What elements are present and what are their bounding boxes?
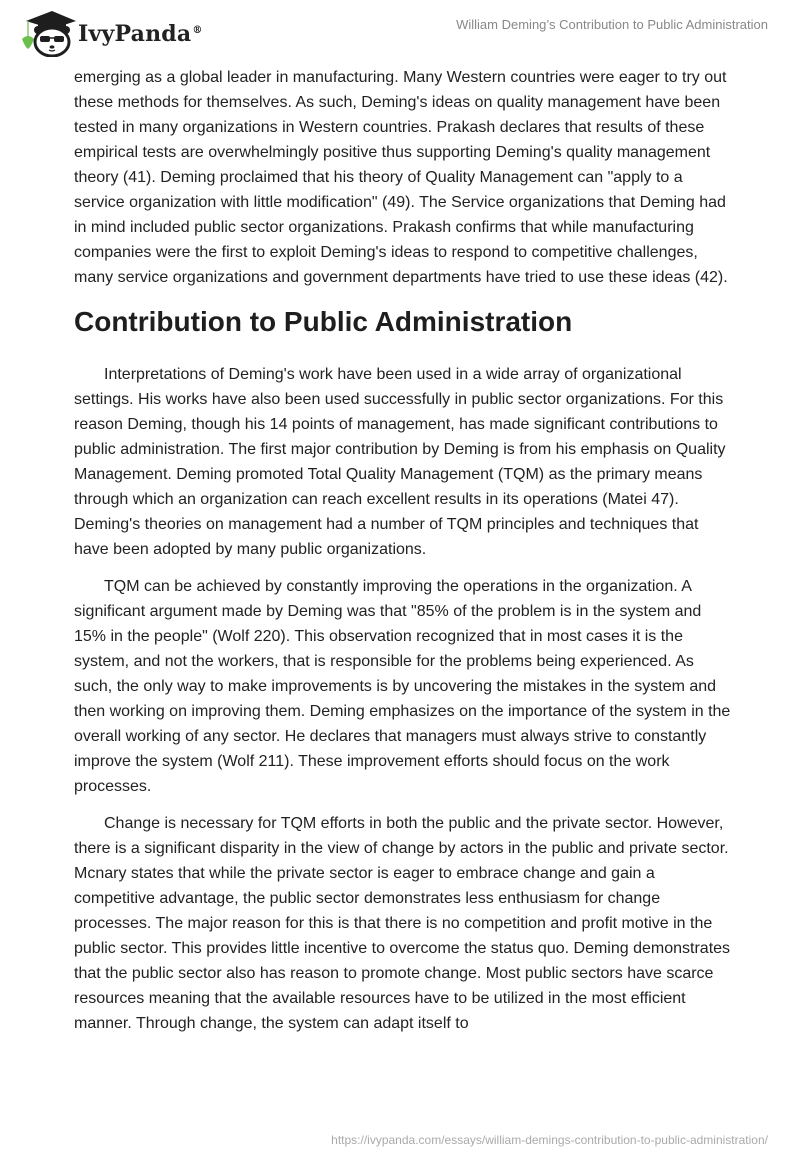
article-paragraph: TQM can be achieved by constantly improving the operations in the organization. A significant argument made by Deming was that "85% of the problem is in the system and 15% in the people" (Wolf 220). This observation recognized that in most cases it is the system, and not the workers, that is responsible for the problems being experienced. As such, the only way to make improvements is by uncovering the mistakes in the system and then working on improving them. Deming emphasizes on the importance of the system in the overall working of any sector. He declares that managers must always strive to constantly improve the system (Wolf 211). These improvement efforts should focus on the work processes. [74,578,731,795]
article-body [74,65,734,1048]
article-paragraph: Change is necessary for TQM efforts in both the public and the private sector. However, there is a significant disparity in the view of change by actors in the public and private sector. Mcnary states that while the private sector is eager to embrace change and gain a competitive advantage, the public sector demonstrates less enthusiasm for change processes. The major reason for this is that there is no competition and profit motive in the public sector. This provides little incentive to overcome the status quo. Deming demonstrates that the public sector also has reason to promote change. Most public sectors have scarce resources meaning that the available resources have to be utilized in the most efficient manner. Through change, the system can adapt itself to [74,815,731,1032]
logo-wordmark: IvyPanda® [78,21,203,47]
panda-graduation-cap-icon [18,9,76,57]
section-heading: Contribution to Public Administration [74,306,573,337]
ivypanda-logo[interactable] [18,9,203,57]
document-title: William Deming’s Contribution to Public Administration [456,17,768,32]
article-paragraph: Interpretations of Deming's work have been used in a wide array of organizational settings. His works have also been used successfully in public sector organizations. For this reason Deming, though his 14 points of management, has made significant contributions to public administration. The first major contribution by Deming is from his emphasis on Quality Management. Deming promoted Total Quality Management (TQM) as the primary means through which an organization can reach excellent results in its operations (Matei 47). Deming's theories on management had a number of TQM principles and techniques that have been adopted by many public organizations. [74,366,726,558]
article-paragraph: emerging as a global leader in manufacturing. Many Western countries were eager to try out these methods for themselves. As such, Deming's ideas on quality management have been tested in many organizations in Western countries. Prakash declares that results of these empirical tests are overwhelmingly positive thus supporting Deming's quality management theory (41). Deming proclaimed that his theory of Quality Management can "apply to a service organization with little modification" (49). The Service organizations that Deming had in mind included public sector organizations. Prakash confirms that while manufacturing companies were the first to exploit Deming's ideas to respond to competitive challenges, many service organizations and government departments have tried to use these ideas (42). [74,69,728,286]
source-url[interactable]: https://ivypanda.com/essays/william-demings-contribution-to-public-administration/ [331,1133,768,1147]
registered-mark: ® [192,24,203,36]
page-header [0,0,800,60]
